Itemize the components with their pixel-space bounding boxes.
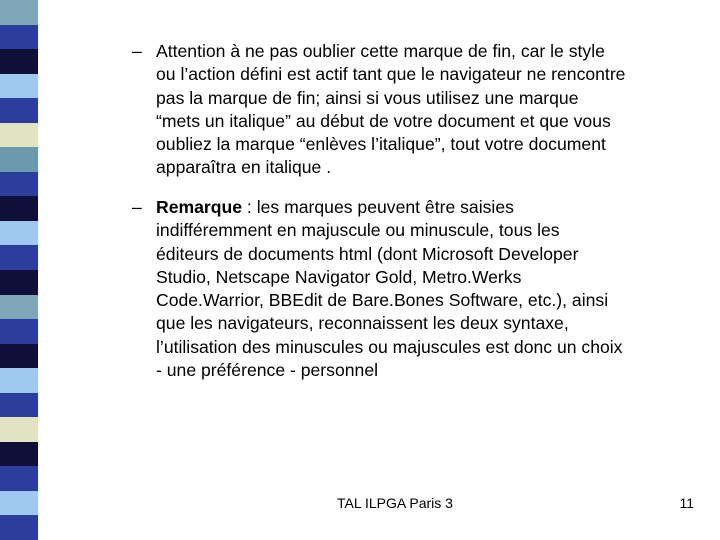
lead-rest-text: : les marques peuvent être saisies (242, 197, 514, 217)
text-line: Studio, Netscape Navigator Gold, Metro.Werks (156, 266, 522, 287)
bullet-dash: – (132, 197, 142, 217)
footer-title: TAL ILPGA Paris 3 (337, 495, 453, 511)
text-line: - une préférence - personnel (156, 360, 379, 381)
decorative-color-block (0, 270, 38, 295)
decorative-color-block (0, 368, 38, 393)
decorative-color-block (0, 123, 38, 148)
decorative-color-block (0, 49, 38, 74)
decorative-color-block (0, 417, 38, 442)
decorative-color-block (0, 344, 38, 369)
decorative-color-block (0, 466, 38, 491)
decorative-color-block (0, 147, 38, 172)
decorative-color-block (0, 442, 38, 467)
text-line: pas la marque de fin; ainsi si vous utilisez une marque (156, 87, 579, 108)
text-line: l’utilisation des minuscules ou majuscules est donc un choix (156, 336, 623, 357)
text-line: oubliez la marque “enlèves l’italique”, tout votre document (156, 134, 606, 155)
decorative-color-block (0, 196, 38, 221)
text-line: apparaîtra en italique . (156, 157, 332, 178)
text-line: éditeurs de documents html (dont Microsoft Developer (156, 243, 579, 264)
bullet-text (156, 40, 696, 180)
text-line: indifféremment en majuscule ou minuscule, tous les (156, 220, 560, 241)
decorative-color-block (0, 393, 38, 418)
bullet-text (156, 196, 696, 382)
remarque-label: Remarque (156, 197, 243, 217)
decorative-color-block (0, 245, 38, 270)
decorative-color-block (0, 25, 38, 50)
decorative-color-block (0, 515, 38, 540)
decorative-color-block (0, 98, 38, 123)
decorative-color-block (0, 172, 38, 197)
decorative-color-block (0, 491, 38, 516)
decorative-color-block (0, 221, 38, 246)
text-line: Code.Warrior, BBEdit de Bare.Bones Software, etc.), ainsi (156, 290, 609, 311)
text-line-lead (156, 196, 696, 219)
decorative-color-block (0, 74, 38, 99)
slide-number: 11 (679, 495, 694, 511)
bullet-dash: – (132, 41, 142, 61)
text-line: que les navigateurs, reconnaissent les deux syntaxe, (156, 313, 569, 334)
text-line: “mets un italique” au début de votre document et que vous (156, 110, 611, 131)
decorative-color-block (0, 295, 38, 320)
text-line: ou l’action défini est actif tant que le navigateur ne rencontre (156, 64, 626, 85)
text-line: Attention à ne pas oublier cette marque de fin, car le style (156, 41, 605, 61)
decorative-color-block (0, 319, 38, 344)
decorative-color-block (0, 0, 38, 25)
decorative-color-strip (0, 0, 38, 540)
